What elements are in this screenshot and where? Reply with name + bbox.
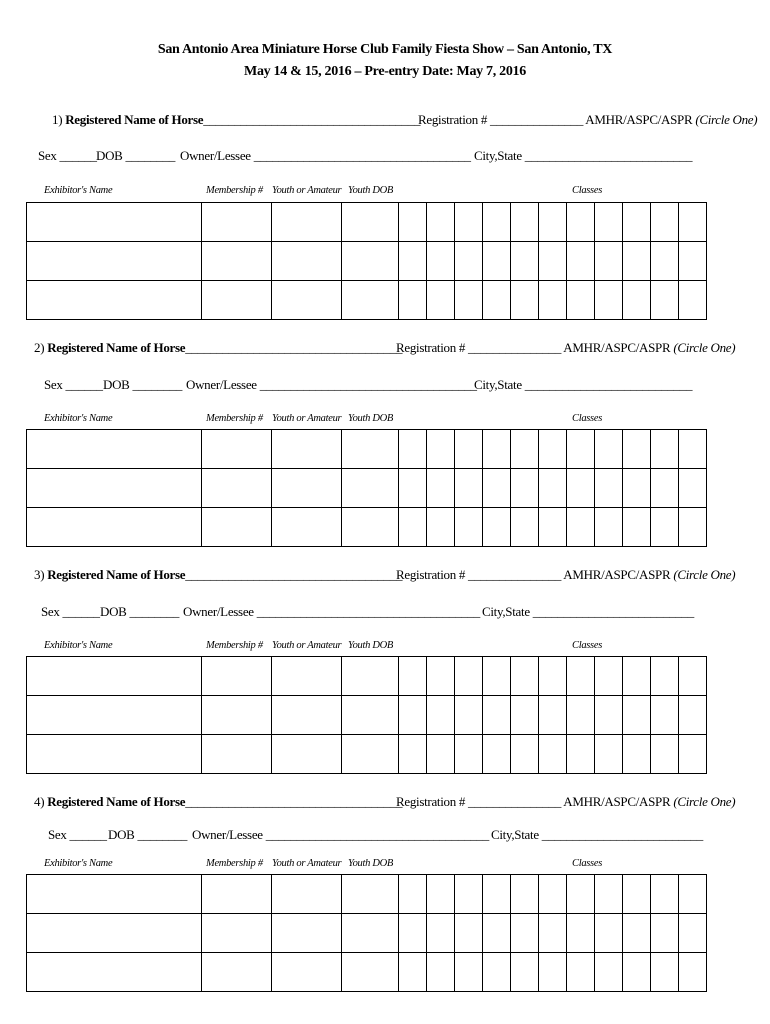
class-cell[interactable] <box>427 430 455 469</box>
exhibitor-name-cell[interactable] <box>27 875 202 914</box>
youth-dob-cell[interactable] <box>342 953 399 992</box>
class-cell[interactable] <box>623 281 651 320</box>
membership-cell[interactable] <box>202 242 272 281</box>
class-cell[interactable] <box>511 242 539 281</box>
table-row <box>27 914 707 953</box>
class-cell[interactable] <box>511 657 539 696</box>
class-cell[interactable] <box>651 657 679 696</box>
col-header-membership: Membership # <box>206 185 263 196</box>
class-cell[interactable] <box>679 696 707 735</box>
class-cell[interactable] <box>623 203 651 242</box>
registration-field[interactable]: Registration # _______________ <box>396 567 562 582</box>
class-cell[interactable] <box>539 242 567 281</box>
dob-field[interactable]: DOB ________ <box>100 604 180 619</box>
exhibitor-table <box>26 202 707 320</box>
class-cell[interactable] <box>483 242 511 281</box>
class-cell[interactable] <box>511 469 539 508</box>
registered-name-label: Registered Name of Horse <box>65 112 204 127</box>
youth-amateur-cell[interactable] <box>272 430 342 469</box>
class-cell[interactable] <box>427 696 455 735</box>
class-cell[interactable] <box>595 657 623 696</box>
youth-amateur-cell[interactable] <box>272 203 342 242</box>
class-cell[interactable] <box>567 696 595 735</box>
table-row <box>27 203 707 242</box>
exhibitor-name-cell[interactable] <box>27 953 202 992</box>
entry-number: 4) <box>34 794 45 809</box>
class-cell[interactable] <box>539 430 567 469</box>
class-cell[interactable] <box>427 914 455 953</box>
membership-cell[interactable] <box>202 953 272 992</box>
registration-line[interactable] <box>396 794 735 810</box>
city-state-field[interactable]: City,State ___________________________ <box>474 148 693 163</box>
registered-name-line[interactable] <box>52 112 420 128</box>
col-header-membership: Membership # <box>206 858 263 869</box>
registered-name-label: Registered Name of Horse <box>47 567 186 582</box>
youth-dob-cell[interactable] <box>342 508 399 547</box>
youth-amateur-cell[interactable] <box>272 508 342 547</box>
sex-field[interactable]: Sex ______ <box>44 377 103 392</box>
class-cell[interactable] <box>399 735 427 774</box>
class-cell[interactable] <box>511 696 539 735</box>
class-cell[interactable] <box>427 657 455 696</box>
table-row <box>27 875 707 914</box>
circle-one-note: (Circle One) <box>673 794 736 809</box>
class-cell[interactable] <box>483 875 511 914</box>
class-cell[interactable] <box>399 281 427 320</box>
class-cell[interactable] <box>511 735 539 774</box>
col-header-classes: Classes <box>572 413 602 424</box>
col-header-youth-amateur: Youth or Amateur <box>272 640 342 651</box>
form-subtitle: May 14 & 15, 2016 – Pre-entry Date: May 7, 2016 <box>244 64 526 79</box>
sex-field[interactable]: Sex ______ <box>48 827 107 842</box>
city-state-field[interactable]: City,State __________________________ <box>482 604 694 619</box>
exhibitor-table <box>26 429 707 547</box>
class-cell[interactable] <box>539 735 567 774</box>
col-header-youth-amateur: Youth or Amateur <box>272 185 342 196</box>
association-options[interactable]: AMHR/ASPC/ASPR <box>563 567 671 582</box>
class-cell[interactable] <box>679 430 707 469</box>
class-cell[interactable] <box>651 508 679 547</box>
table-row <box>27 953 707 992</box>
membership-cell[interactable] <box>202 430 272 469</box>
class-cell[interactable] <box>483 430 511 469</box>
class-cell[interactable] <box>595 875 623 914</box>
col-header-youth-dob: Youth DOB <box>348 185 394 196</box>
registered-name-blank[interactable]: ___________________________________ <box>203 112 421 127</box>
class-cell[interactable] <box>623 735 651 774</box>
class-cell[interactable] <box>399 914 427 953</box>
col-header-exhibitor: Exhibitor's Name <box>44 185 113 196</box>
youth-amateur-cell[interactable] <box>272 242 342 281</box>
class-cell[interactable] <box>427 242 455 281</box>
registered-name-blank[interactable]: ___________________________________ <box>185 794 403 809</box>
class-cell[interactable] <box>539 508 567 547</box>
class-cell[interactable] <box>679 914 707 953</box>
membership-cell[interactable] <box>202 696 272 735</box>
class-cell[interactable] <box>455 914 483 953</box>
class-cell[interactable] <box>539 953 567 992</box>
col-header-exhibitor: Exhibitor's Name <box>44 640 113 651</box>
city-state-field[interactable]: City,State ___________________________ <box>474 377 693 392</box>
class-cell[interactable] <box>427 953 455 992</box>
registration-field[interactable]: Registration # _______________ <box>418 112 584 127</box>
class-cell[interactable] <box>595 430 623 469</box>
youth-amateur-cell[interactable] <box>272 914 342 953</box>
youth-amateur-cell[interactable] <box>272 735 342 774</box>
exhibitor-name-cell[interactable] <box>27 469 202 508</box>
class-cell[interactable] <box>651 914 679 953</box>
class-cell[interactable] <box>679 203 707 242</box>
class-cell[interactable] <box>623 953 651 992</box>
class-cell[interactable] <box>567 657 595 696</box>
class-cell[interactable] <box>567 281 595 320</box>
class-cell[interactable] <box>427 469 455 508</box>
class-cell[interactable] <box>623 914 651 953</box>
owner-lessee-field[interactable]: Owner/Lessee ___________________________________ <box>180 148 471 163</box>
class-cell[interactable] <box>399 875 427 914</box>
class-cell[interactable] <box>623 242 651 281</box>
class-cell[interactable] <box>399 242 427 281</box>
col-header-youth-amateur: Youth or Amateur <box>272 413 342 424</box>
class-cell[interactable] <box>595 242 623 281</box>
exhibitor-name-cell[interactable] <box>27 430 202 469</box>
class-cell[interactable] <box>679 281 707 320</box>
association-options[interactable]: AMHR/ASPC/ASPR <box>563 794 671 809</box>
table-row <box>27 657 707 696</box>
class-cell[interactable] <box>567 242 595 281</box>
class-cell[interactable] <box>679 875 707 914</box>
entry-number: 2) <box>34 340 45 355</box>
exhibitor-name-cell[interactable] <box>27 508 202 547</box>
col-header-youth-dob: Youth DOB <box>348 413 394 424</box>
class-cell[interactable] <box>455 875 483 914</box>
exhibitor-name-cell[interactable] <box>27 696 202 735</box>
col-header-classes: Classes <box>572 640 602 651</box>
class-cell[interactable] <box>595 281 623 320</box>
entry-number: 3) <box>34 567 45 582</box>
class-cell[interactable] <box>651 281 679 320</box>
circle-one-note: (Circle One) <box>695 112 758 127</box>
exhibitor-table <box>26 656 707 774</box>
youth-amateur-cell[interactable] <box>272 281 342 320</box>
class-cell[interactable] <box>595 914 623 953</box>
class-cell[interactable] <box>483 203 511 242</box>
membership-cell[interactable] <box>202 914 272 953</box>
class-cell[interactable] <box>483 281 511 320</box>
owner-lessee-field[interactable]: Owner/Lessee ___________________________________ <box>186 377 477 392</box>
dob-field[interactable]: DOB ________ <box>96 148 176 163</box>
youth-amateur-cell[interactable] <box>272 469 342 508</box>
class-cell[interactable] <box>483 735 511 774</box>
youth-dob-cell[interactable] <box>342 914 399 953</box>
membership-cell[interactable] <box>202 508 272 547</box>
table-row <box>27 281 707 320</box>
class-cell[interactable] <box>623 508 651 547</box>
class-cell[interactable] <box>455 508 483 547</box>
class-cell[interactable] <box>427 875 455 914</box>
class-cell[interactable] <box>679 508 707 547</box>
youth-dob-cell[interactable] <box>342 203 399 242</box>
class-cell[interactable] <box>427 508 455 547</box>
class-cell[interactable] <box>567 914 595 953</box>
col-header-exhibitor: Exhibitor's Name <box>44 413 113 424</box>
class-cell[interactable] <box>539 914 567 953</box>
youth-dob-cell[interactable] <box>342 735 399 774</box>
registration-line[interactable] <box>396 567 735 583</box>
class-cell[interactable] <box>399 696 427 735</box>
dob-field[interactable]: DOB ________ <box>103 377 183 392</box>
class-cell[interactable] <box>399 953 427 992</box>
registration-line[interactable] <box>396 340 735 356</box>
class-cell[interactable] <box>623 696 651 735</box>
class-cell[interactable] <box>623 430 651 469</box>
table-row <box>27 735 707 774</box>
city-state-field[interactable]: City,State __________________________ <box>491 827 703 842</box>
class-cell[interactable] <box>567 508 595 547</box>
class-cell[interactable] <box>455 469 483 508</box>
class-cell[interactable] <box>483 469 511 508</box>
class-cell[interactable] <box>539 696 567 735</box>
class-cell[interactable] <box>511 875 539 914</box>
class-cell[interactable] <box>679 953 707 992</box>
class-cell[interactable] <box>455 696 483 735</box>
class-cell[interactable] <box>399 203 427 242</box>
exhibitor-name-cell[interactable] <box>27 242 202 281</box>
class-cell[interactable] <box>455 953 483 992</box>
class-cell[interactable] <box>511 953 539 992</box>
membership-cell[interactable] <box>202 735 272 774</box>
registration-field[interactable]: Registration # _______________ <box>396 794 562 809</box>
class-cell[interactable] <box>567 430 595 469</box>
class-cell[interactable] <box>567 953 595 992</box>
class-cell[interactable] <box>511 430 539 469</box>
owner-lessee-field[interactable]: Owner/Lessee ____________________________________ <box>192 827 489 842</box>
association-options[interactable]: AMHR/ASPC/ASPR <box>563 340 671 355</box>
registration-line[interactable] <box>418 112 757 128</box>
class-cell[interactable] <box>595 696 623 735</box>
registered-name-line[interactable] <box>34 340 402 356</box>
col-header-membership: Membership # <box>206 413 263 424</box>
membership-cell[interactable] <box>202 875 272 914</box>
registered-name-label: Registered Name of Horse <box>47 340 186 355</box>
col-header-youth-amateur: Youth or Amateur <box>272 858 342 869</box>
youth-amateur-cell[interactable] <box>272 953 342 992</box>
class-cell[interactable] <box>455 203 483 242</box>
membership-cell[interactable] <box>202 281 272 320</box>
class-cell[interactable] <box>511 914 539 953</box>
class-cell[interactable] <box>595 735 623 774</box>
class-cell[interactable] <box>679 657 707 696</box>
registered-name-label: Registered Name of Horse <box>47 794 186 809</box>
col-header-classes: Classes <box>572 185 602 196</box>
class-cell[interactable] <box>567 203 595 242</box>
col-header-exhibitor: Exhibitor's Name <box>44 858 113 869</box>
class-cell[interactable] <box>511 203 539 242</box>
class-cell[interactable] <box>427 735 455 774</box>
exhibitor-name-cell[interactable] <box>27 203 202 242</box>
class-cell[interactable] <box>623 469 651 508</box>
exhibitor-table <box>26 874 707 992</box>
sex-field[interactable]: Sex ______ <box>41 604 100 619</box>
table-row <box>27 508 707 547</box>
class-cell[interactable] <box>595 508 623 547</box>
class-cell[interactable] <box>595 953 623 992</box>
entry-number: 1) <box>52 112 63 127</box>
registered-name-blank[interactable]: ___________________________________ <box>185 567 403 582</box>
class-cell[interactable] <box>427 203 455 242</box>
class-cell[interactable] <box>651 469 679 508</box>
class-cell[interactable] <box>679 242 707 281</box>
youth-dob-cell[interactable] <box>342 469 399 508</box>
class-cell[interactable] <box>595 203 623 242</box>
membership-cell[interactable] <box>202 203 272 242</box>
col-header-classes: Classes <box>572 858 602 869</box>
class-cell[interactable] <box>539 469 567 508</box>
class-cell[interactable] <box>651 203 679 242</box>
youth-dob-cell[interactable] <box>342 657 399 696</box>
association-options[interactable]: AMHR/ASPC/ASPR <box>585 112 693 127</box>
table-row <box>27 242 707 281</box>
class-cell[interactable] <box>455 657 483 696</box>
class-cell[interactable] <box>399 469 427 508</box>
class-cell[interactable] <box>679 735 707 774</box>
form-title: San Antonio Area Miniature Horse Club Family Fiesta Show – San Antonio, TX <box>157 42 613 57</box>
class-cell[interactable] <box>539 657 567 696</box>
col-header-membership: Membership # <box>206 640 263 651</box>
class-cell[interactable] <box>399 657 427 696</box>
class-cell[interactable] <box>567 735 595 774</box>
registration-field[interactable]: Registration # _______________ <box>396 340 562 355</box>
registered-name-line[interactable] <box>34 567 402 583</box>
class-cell[interactable] <box>651 953 679 992</box>
class-cell[interactable] <box>567 875 595 914</box>
class-cell[interactable] <box>651 242 679 281</box>
class-cell[interactable] <box>679 469 707 508</box>
class-cell[interactable] <box>455 430 483 469</box>
class-cell[interactable] <box>623 657 651 696</box>
class-cell[interactable] <box>483 914 511 953</box>
class-cell[interactable] <box>623 875 651 914</box>
class-cell[interactable] <box>651 875 679 914</box>
dob-field[interactable]: DOB ________ <box>108 827 188 842</box>
class-cell[interactable] <box>399 508 427 547</box>
youth-amateur-cell[interactable] <box>272 696 342 735</box>
class-cell[interactable] <box>483 657 511 696</box>
owner-lessee-field[interactable]: Owner/Lessee ____________________________________ <box>183 604 480 619</box>
class-cell[interactable] <box>455 281 483 320</box>
table-row <box>27 696 707 735</box>
exhibitor-name-cell[interactable] <box>27 657 202 696</box>
class-cell[interactable] <box>539 281 567 320</box>
circle-one-note: (Circle One) <box>673 340 736 355</box>
class-cell[interactable] <box>651 430 679 469</box>
class-cell[interactable] <box>511 281 539 320</box>
class-cell[interactable] <box>567 469 595 508</box>
circle-one-note: (Circle One) <box>673 567 736 582</box>
registered-name-blank[interactable]: ___________________________________ <box>185 340 403 355</box>
class-cell[interactable] <box>483 508 511 547</box>
exhibitor-name-cell[interactable] <box>27 914 202 953</box>
col-header-youth-dob: Youth DOB <box>348 858 394 869</box>
class-cell[interactable] <box>483 953 511 992</box>
youth-dob-cell[interactable] <box>342 242 399 281</box>
sex-field[interactable]: Sex ______ <box>38 148 97 163</box>
youth-amateur-cell[interactable] <box>272 875 342 914</box>
class-cell[interactable] <box>455 735 483 774</box>
youth-dob-cell[interactable] <box>342 696 399 735</box>
class-cell[interactable] <box>455 242 483 281</box>
class-cell[interactable] <box>399 430 427 469</box>
youth-dob-cell[interactable] <box>342 875 399 914</box>
class-cell[interactable] <box>539 203 567 242</box>
youth-dob-cell[interactable] <box>342 430 399 469</box>
class-cell[interactable] <box>651 735 679 774</box>
class-cell[interactable] <box>595 469 623 508</box>
class-cell[interactable] <box>539 875 567 914</box>
class-cell[interactable] <box>427 281 455 320</box>
table-row <box>27 469 707 508</box>
membership-cell[interactable] <box>202 657 272 696</box>
membership-cell[interactable] <box>202 469 272 508</box>
registered-name-line[interactable] <box>34 794 402 810</box>
youth-dob-cell[interactable] <box>342 281 399 320</box>
exhibitor-name-cell[interactable] <box>27 281 202 320</box>
class-cell[interactable] <box>651 696 679 735</box>
table-row <box>27 430 707 469</box>
class-cell[interactable] <box>511 508 539 547</box>
col-header-youth-dob: Youth DOB <box>348 640 394 651</box>
exhibitor-name-cell[interactable] <box>27 735 202 774</box>
class-cell[interactable] <box>483 696 511 735</box>
youth-amateur-cell[interactable] <box>272 657 342 696</box>
